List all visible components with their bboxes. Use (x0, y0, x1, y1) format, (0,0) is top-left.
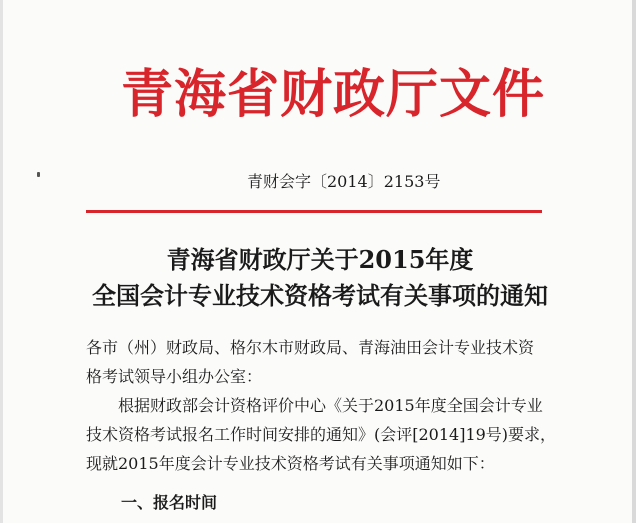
paragraph1-line1: 根据财政部会计资格评价中心《关于2015年度全国会计专业 (118, 396, 543, 415)
scan-speck (37, 172, 40, 177)
scan-edge-right (632, 0, 636, 523)
notice-body (86, 333, 576, 478)
paragraph1-line2: 技术资格考试报名工作时间安排的通知》(会评[2014]19号)要求， (86, 425, 557, 444)
recipients-line1: 各市（州）财政局、格尔木市财政局、青海油田会计专业技术资 (86, 338, 535, 357)
recipients-line2: 格考试领导小组办公室： (86, 367, 263, 386)
paragraph1-line3: 现就2015年度会计专业技术资格考试有关事项通知如下： (86, 454, 495, 473)
document-number: 青财会字〔2014〕2153号 (247, 172, 441, 191)
document-header: 青海省财政厅文件 (121, 64, 546, 125)
notice-title-line1: 青海省财政厅关于2015年度 (166, 245, 474, 274)
red-divider (86, 210, 542, 213)
section-heading-1: 一、报名时间 (121, 493, 218, 512)
notice-title (60, 242, 580, 314)
scan-edge-left (0, 0, 3, 523)
notice-title-line2: 全国会计专业技术资格考试有关事项的通知 (92, 281, 548, 310)
